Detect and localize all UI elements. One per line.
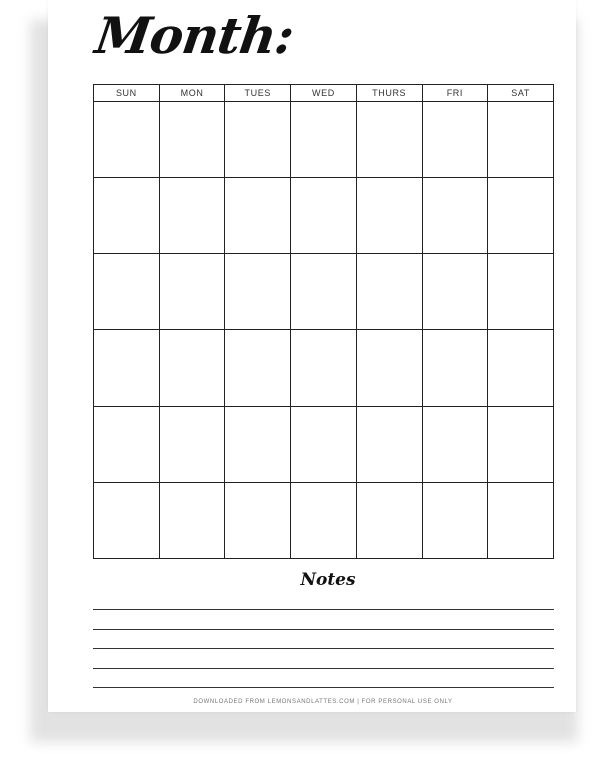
day-cell xyxy=(159,406,225,482)
day-cell xyxy=(159,102,225,178)
day-cell xyxy=(422,406,488,482)
day-cell xyxy=(159,330,225,406)
day-cell xyxy=(159,178,225,254)
week-row xyxy=(94,330,554,406)
day-cell xyxy=(291,330,357,406)
day-cell xyxy=(422,178,488,254)
day-cell xyxy=(356,102,422,178)
day-cell xyxy=(94,406,160,482)
note-line xyxy=(93,687,554,688)
week-row xyxy=(94,102,554,178)
week-row xyxy=(94,482,554,558)
day-cell xyxy=(291,254,357,330)
day-cell xyxy=(225,178,291,254)
day-cell xyxy=(488,330,554,406)
day-cell xyxy=(488,102,554,178)
day-cell xyxy=(291,406,357,482)
weekday-header: FRI xyxy=(422,85,488,102)
note-line xyxy=(93,629,554,630)
day-cell xyxy=(94,330,160,406)
weekday-header: MON xyxy=(159,85,225,102)
day-cell xyxy=(488,254,554,330)
day-cell xyxy=(488,482,554,558)
day-cell xyxy=(225,406,291,482)
week-row xyxy=(94,178,554,254)
week-row xyxy=(94,254,554,330)
calendar-grid xyxy=(93,84,554,559)
day-cell xyxy=(94,178,160,254)
note-line xyxy=(93,668,554,669)
day-cell xyxy=(356,482,422,558)
note-line xyxy=(93,609,554,610)
weekday-header-row xyxy=(94,85,554,102)
day-cell xyxy=(94,102,160,178)
day-cell xyxy=(94,482,160,558)
day-cell xyxy=(225,102,291,178)
footer xyxy=(0,699,600,705)
day-cell xyxy=(422,254,488,330)
day-cell xyxy=(356,330,422,406)
day-cell xyxy=(356,254,422,330)
weekday-header: SUN xyxy=(94,85,160,102)
day-cell xyxy=(291,482,357,558)
day-cell xyxy=(159,254,225,330)
day-cell xyxy=(225,254,291,330)
day-cell xyxy=(488,178,554,254)
day-cell xyxy=(291,102,357,178)
weekday-header: SAT xyxy=(488,85,554,102)
day-cell xyxy=(225,482,291,558)
month-title: Month: xyxy=(91,6,298,65)
weekday-header: WED xyxy=(291,85,357,102)
notes-heading: Notes xyxy=(300,570,356,590)
note-line xyxy=(93,648,554,649)
day-cell xyxy=(422,102,488,178)
day-cell xyxy=(488,406,554,482)
day-cell xyxy=(356,178,422,254)
weekday-header: THURS xyxy=(356,85,422,102)
week-row xyxy=(94,406,554,482)
footer-text: DOWNLOADED FROM LEMONSANDLATTES.COM | FOR PERSONAL USE ONLY xyxy=(193,699,453,705)
weekday-header: TUES xyxy=(225,85,291,102)
day-cell xyxy=(159,482,225,558)
notes-section xyxy=(0,570,600,590)
day-cell xyxy=(422,482,488,558)
day-cell xyxy=(225,330,291,406)
day-cell xyxy=(356,406,422,482)
day-cell xyxy=(291,178,357,254)
day-cell xyxy=(94,254,160,330)
day-cell xyxy=(422,330,488,406)
